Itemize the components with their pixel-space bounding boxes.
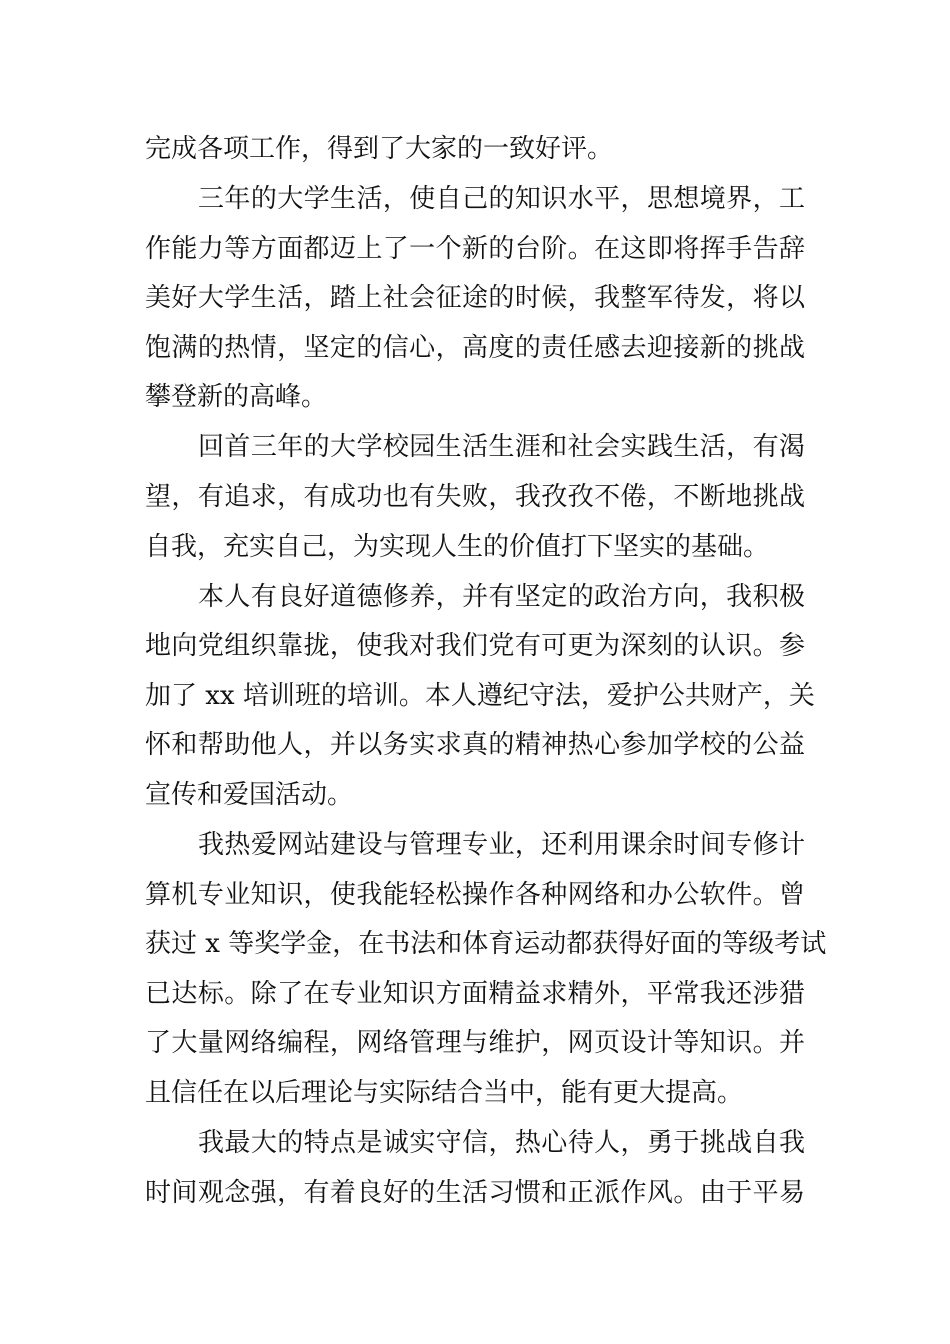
text-line: 饱满的热情，坚定的信心，高度的责任感去迎接新的挑战 [145,333,805,363]
text-line: 宣传和爱国活动。 [145,780,354,810]
text-line: 加了 xx 培训班的培训。本人遵纪守法，爱护公共财产，关 [145,681,815,711]
text-line: 获过 x 等奖学金，在书法和体育运动都获得好面的等级考试 [145,929,827,959]
text-line: 地向党组织靠拢，使我对我们党有可更为深刻的认识。参 [145,631,805,661]
text-line: 且信任在以后理论与实际结合当中，能有更大提高。 [145,1078,744,1108]
paragraph-first-line: 三年的大学生活，使自己的知识水平，思想境界，工 [198,184,805,214]
paragraph-first-line: 我最大的特点是诚实守信，热心待人，勇于挑战自我 [198,1128,805,1158]
text-line: 作能力等方面都迈上了一个新的台阶。在这即将挥手告辞 [145,234,805,264]
paragraph-first-line: 回首三年的大学校园生活生涯和社会实践生活，有渴 [198,432,805,462]
text-line: 望，有追求，有成功也有失败，我孜孜不倦，不断地挑战 [145,482,805,512]
paragraph-first-line: 我热爱网站建设与管理专业，还利用课余时间专修计 [198,830,805,860]
text-line: 攀登新的高峰。 [145,382,328,412]
text-line: 美好大学生活，踏上社会征途的时候，我整军待发，将以 [145,283,805,313]
paragraph-first-line: 本人有良好道德修养，并有坚定的政治方向，我积极 [198,582,805,612]
text-line: 时间观念强，有着良好的生活习惯和正派作风。由于平易 [145,1178,805,1208]
text-line: 怀和帮助他人，并以务实求真的精神热心参加学校的公益 [145,730,805,760]
text-line: 算机专业知识，使我能轻松操作各种网络和办公软件。曾 [145,880,805,910]
text-line: 已达标。除了在专业知识方面精益求精外，平常我还涉猎 [145,979,805,1009]
text-line: 了大量网络编程，网络管理与维护，网页设计等知识。并 [145,1028,805,1058]
text-line: 完成各项工作，得到了大家的一致好评。 [145,134,614,164]
text-line: 自我，充实自己，为实现人生的价值打下坚实的基础。 [145,532,770,562]
